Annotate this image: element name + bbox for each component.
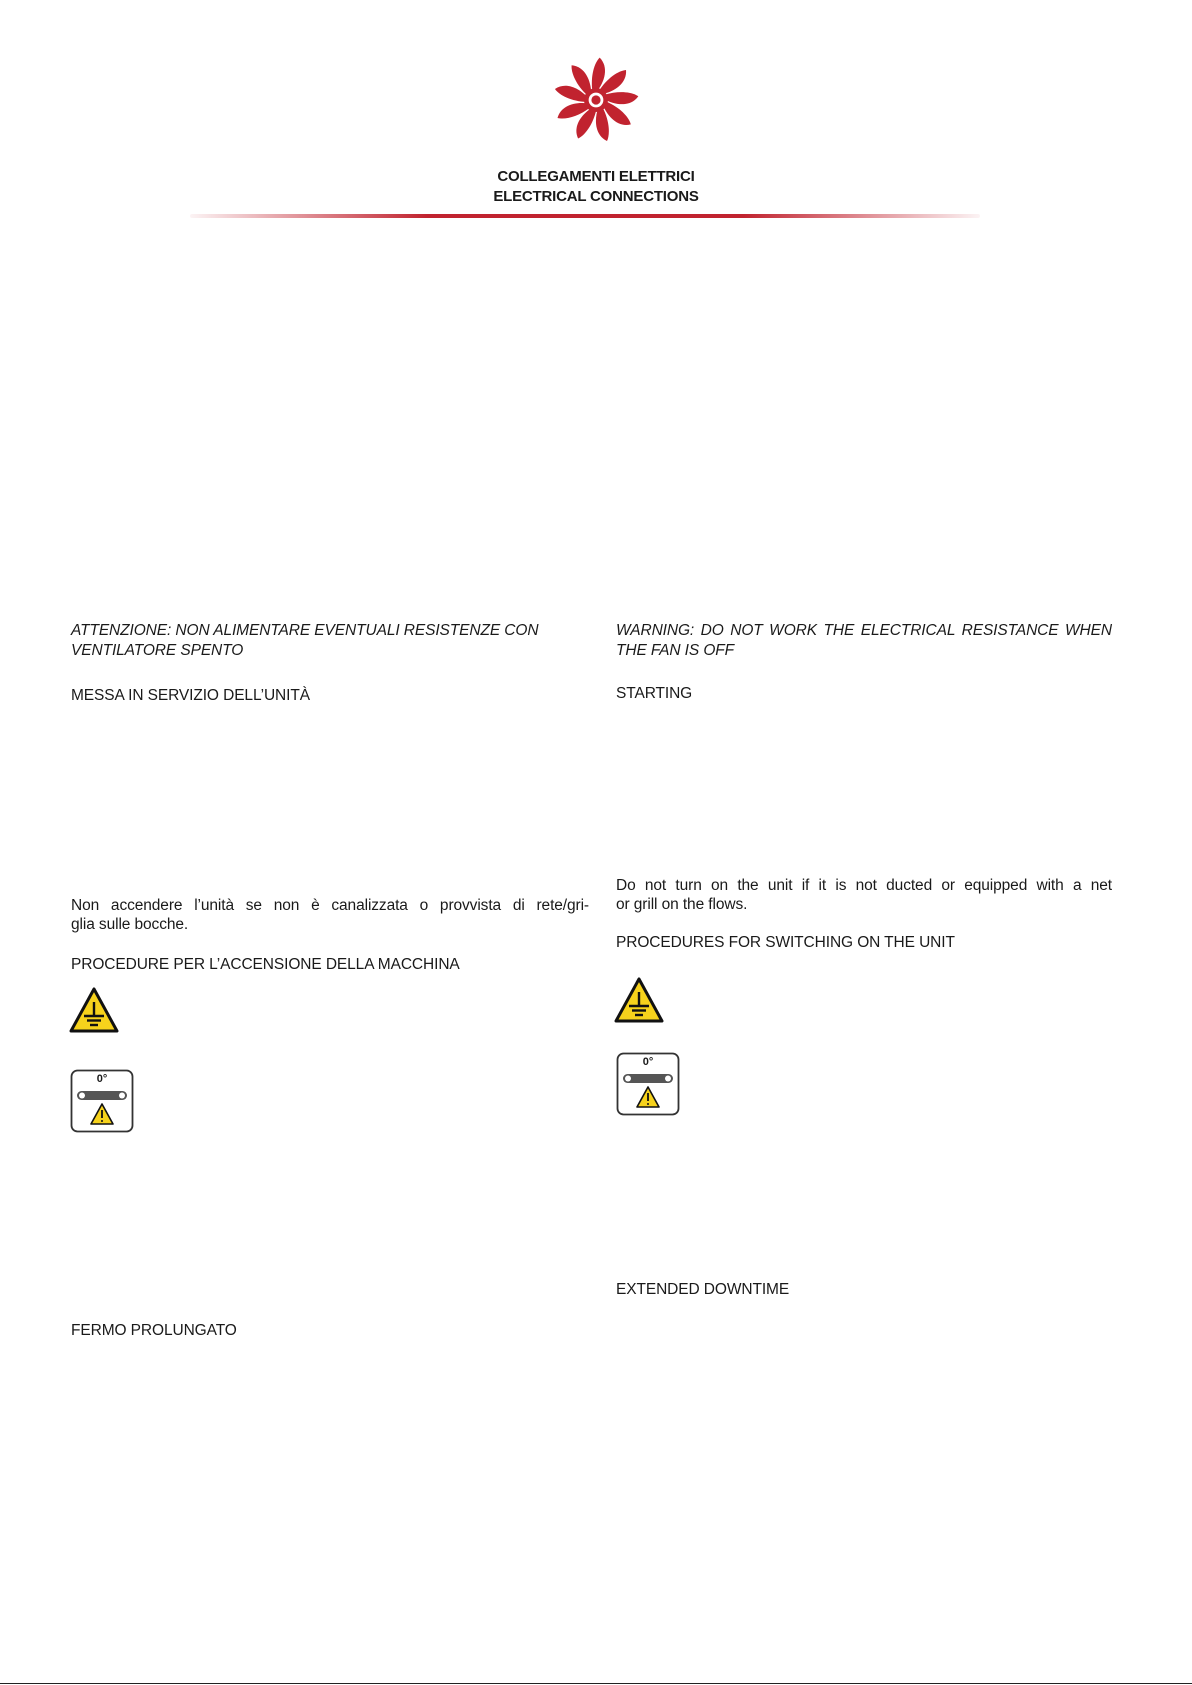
ground-warning-icon (613, 976, 665, 1024)
warning-en-line2: THE FAN IS OFF (616, 642, 735, 659)
procedures-heading-en: PROCEDURES FOR SWITCHING ON THE UNIT (616, 934, 955, 951)
procedures-heading-it: PROCEDURE PER L’ACCENSIONE DELLA MACCHINA (71, 956, 460, 973)
ground-warning-icon (68, 986, 120, 1034)
caution-en-line1: Do not turn on the unit if it is not ducted or equipped with a net (616, 877, 1112, 894)
header-divider (190, 214, 980, 218)
section-title-en: ELECTRICAL CONNECTIONS (493, 188, 699, 205)
page-bottom-border (0, 1683, 1192, 1684)
warning-it-line2: VENTILATORE SPENTO (71, 642, 244, 659)
section-title-it: COLLEGAMENTI ELETTRICI (497, 168, 695, 185)
switch-zero-label: 0° (642, 1056, 654, 1068)
caution-en-line2: or grill on the flows. (616, 896, 748, 913)
downtime-heading-it: FERMO PROLUNGATO (71, 1322, 237, 1339)
downtime-heading-en: EXTENDED DOWNTIME (616, 1281, 790, 1298)
starting-heading-en: STARTING (616, 685, 693, 702)
caution-it-line2: glia sulle bocche. (71, 916, 189, 933)
switch-zero-icon (616, 1052, 680, 1116)
fan-logo (550, 54, 642, 146)
caution-it-line1: Non accendere l’unità se non è canalizzata o provvista di rete/gri- (71, 897, 589, 914)
switch-zero-label: 0° (96, 1073, 108, 1085)
warning-en-line1: WARNING: DO NOT WORK THE ELECTRICAL RESISTANCE WHEN (616, 622, 1112, 639)
starting-heading-it: MESSA IN SERVIZIO DELL’UNITÀ (71, 687, 310, 704)
warning-it-line1: ATTENZIONE: NON ALIMENTARE EVENTUALI RESISTENZE CON (71, 622, 539, 639)
switch-zero-icon (70, 1069, 134, 1133)
